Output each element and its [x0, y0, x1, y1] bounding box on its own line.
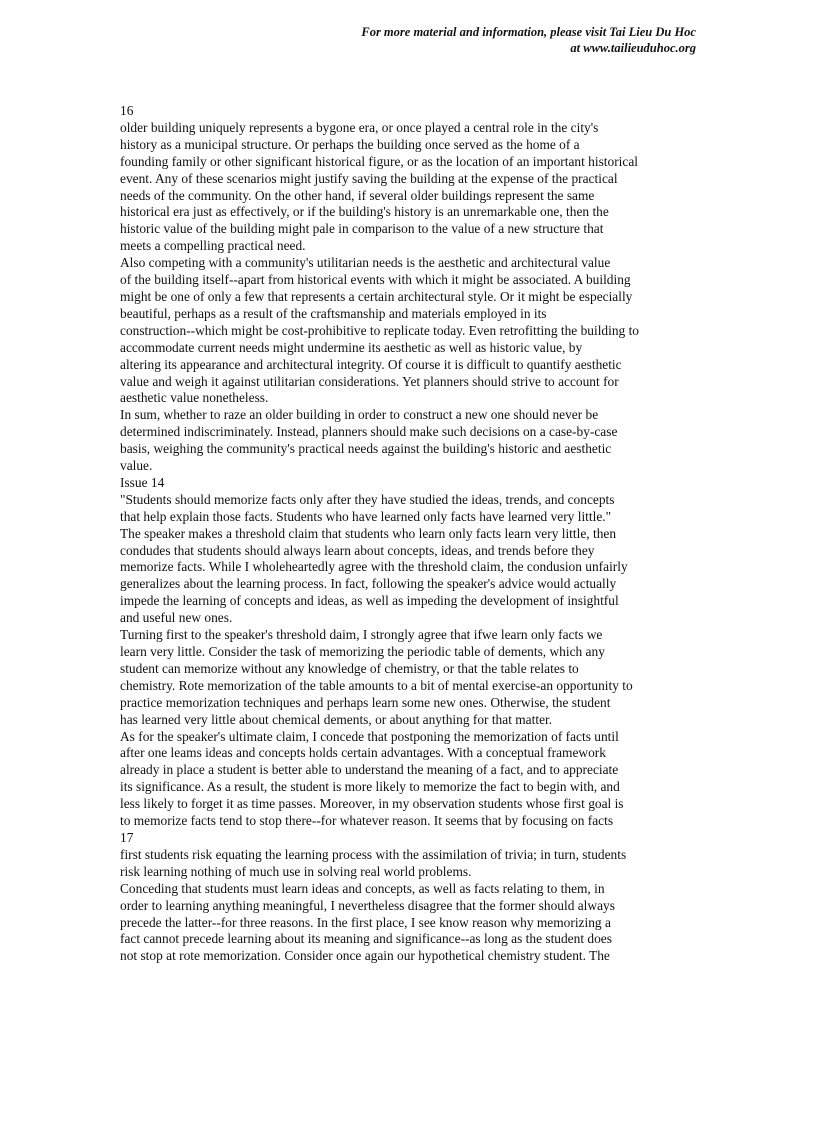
text-line: has learned very little about chemical dements, or about anything for that matter. [120, 711, 553, 727]
page-header [361, 24, 696, 56]
text-line: precede the latter--for three reasons. In the first place, I see know reason why memorizing a [120, 914, 611, 930]
text-line: historic value of the building might pale in comparison to the value of a new structure that [120, 221, 604, 237]
text-line: student can memorize without any knowledge of chemistry, or that the table relates to [120, 660, 579, 676]
text-line: chemistry. Rote memorization of the table amounts to a bit of mental exercise-an opportunity to [120, 677, 633, 693]
text-line: altering its appearance and architectural integrity. Of course it is difficult to quantify aesthetic [120, 356, 622, 372]
text-line: condudes that students should always learn about concepts, ideas, and trends before they [120, 542, 595, 558]
text-line: history as a municipal structure. Or perhaps the building once served as the home of a [120, 136, 580, 152]
text-line: and useful new ones. [120, 610, 233, 626]
text-line: accommodate current needs might undermine its aesthetic as well as historic value, by [120, 339, 583, 355]
document-body [120, 103, 720, 965]
text-line: Also competing with a community's utilitarian needs is the aesthetic and architectural value [120, 255, 611, 271]
text-line: of the building itself--apart from historical events with which it might be associated. A building [120, 272, 631, 288]
text-line: Conceding that students must learn ideas and concepts, as well as facts relating to them, in [120, 880, 605, 896]
text-line: needs of the community. On the other hand, if several older buildings represent the same [120, 187, 595, 203]
text-line: aesthetic value nonetheless. [120, 390, 269, 406]
text-line: its significance. As a result, the student is more likely to memorize the fact to begin with, and [120, 779, 620, 795]
text-line: "Students should memorize facts only after they have studied the ideas, trends, and concepts [120, 491, 615, 507]
text-line: memorize facts. While I wholeheartedly agree with the threshold claim, the condusion unfairly [120, 559, 628, 575]
text-line: order to learning anything meaningful, I nevertheless disagree that the former should always [120, 897, 615, 913]
text-line: Issue 14 [120, 474, 165, 490]
text-line: impede the learning of concepts and ideas, as well as impeding the development of insightful [120, 593, 619, 609]
text-line: beautiful, perhaps as a result of the craftsmanship and materials employed in its [120, 305, 547, 321]
text-line: after one leams ideas and concepts holds certain advantages. With a conceptual framework [120, 745, 606, 761]
text-line: to memorize facts tend to stop there--for whatever reason. It seems that by focusing on facts [120, 813, 614, 829]
text-line: The speaker makes a threshold claim that students who learn only facts learn very little, then [120, 525, 617, 541]
header-line-1: For more material and information, please visit Tai Lieu Du Hoc [361, 25, 696, 39]
text-line: value and weigh it against utilitarian considerations. Yet planners should strive to account for [120, 373, 619, 389]
text-line: fact cannot precede learning about its meaning and significance--as long as the student does [120, 931, 612, 947]
text-line: historical era just as effectively, or if the building's history is an unremarkable one, then the [120, 204, 609, 220]
text-line: that help explain those facts. Students who have learned only facts have learned very little." [120, 508, 612, 524]
text-line: first students risk equating the learning process with the assimilation of trivia; in turn, students [120, 846, 627, 862]
text-line: basis, weighing the community's practical needs against the building's historic and aesthetic [120, 441, 612, 457]
text-line: meets a compelling practical need. [120, 238, 306, 254]
text-line: event. Any of these scenarios might justify saving the building at the expense of the practical [120, 170, 618, 186]
text-line: practice memorization techniques and perhaps learn some new ones. Otherwise, the student [120, 694, 611, 710]
text-line: generalizes about the learning process. In fact, following the speaker's advice would actually [120, 576, 617, 592]
text-line: construction--which might be cost-prohibitive to replicate today. Even retrofitting the building to [120, 322, 640, 338]
text-line: founding family or other significant historical figure, or as the location of an important historical [120, 153, 639, 169]
text-line: might be one of only a few that represents a certain architectural style. Or it might be especially [120, 288, 633, 304]
text-line: In sum, whether to raze an older building in order to construct a new one should never be [120, 407, 599, 423]
text-line: 16 [120, 103, 134, 118]
text-line: determined indiscriminately. Instead, planners should make such decisions on a case-by-case [120, 424, 618, 440]
text-line: Turning first to the speaker's threshold daim, I strongly agree that ifwe learn only facts we [120, 627, 603, 643]
header-line-2: at www.tailieuduhoc.org [570, 41, 696, 55]
text-line: not stop at rote memorization. Consider once again our hypothetical chemistry student. The [120, 948, 610, 964]
text-line: older building uniquely represents a bygone era, or once played a central role in the city's [120, 119, 599, 135]
text-line: As for the speaker's ultimate claim, I concede that postponing the memorization of facts until [120, 728, 619, 744]
text-line: learn very little. Consider the task of memorizing the periodic table of dements, which any [120, 644, 605, 659]
text-line: 17 [120, 829, 134, 845]
text-line: less likely to forget it as time passes. Moreover, in my observation students whose first goal is [120, 796, 624, 812]
text-line: risk learning nothing of much use in solving real world problems. [120, 863, 472, 879]
text-line: already in place a student is better able to understand the meaning of a fact, and to appreciate [120, 762, 619, 778]
text-line: value. [120, 458, 153, 474]
